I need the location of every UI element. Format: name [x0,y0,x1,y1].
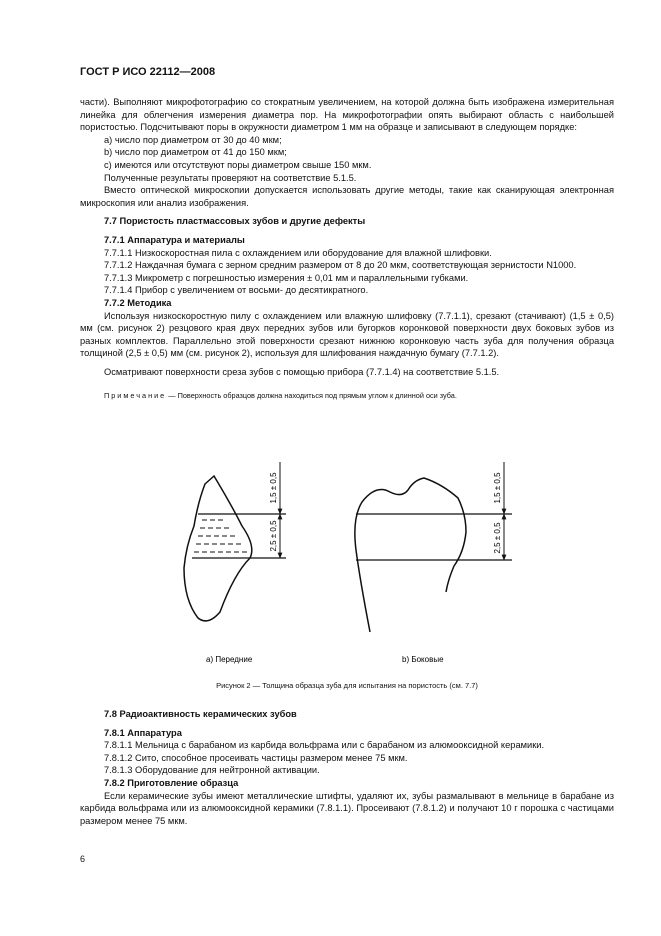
side-tooth-drawing [355,478,512,632]
list-item: с) имеются или отсутствуют поры диаметром свыше 150 мкм. [104,159,372,170]
document-header: ГОСТ Р ИСО 22112—2008 [80,66,216,78]
figure-caption: Рисунок 2 — Толщина образца зуба для испытания на пористость (см. 7.7) [216,681,478,690]
paragraph: Если керамические зубы имеют металлические штифты, удаляют их, зубы размалывают в мельнице в барабане из карбида вольфрама или из алюмооксидной керамики (7.8.1.1). Просеивают (7.8.1.2) и получают 10 г порошка с частицами размером менее 75 мкм. [80,790,614,826]
dimension-label-top-front: 1,5 ± 0,5 [269,472,278,504]
dimension-label-bottom-front: 2,5 ± 0,5 [269,520,278,552]
paragraph: 7.7.1.1 Низкоскоростная пила с охлаждением или оборудование для влажной шлифовки. [104,247,492,258]
figure-2-diagram [80,462,614,692]
subsection-heading: 7.8.2 Приготовление образца [104,777,239,788]
subfigure-label-front: а) Передние [206,655,253,664]
page-number: 6 [80,854,86,864]
text-block-lower [80,708,614,827]
paragraph: Полученные результаты проверяют на соответствие 5.1.5. [104,172,357,183]
text-block-upper [80,96,614,403]
subsection-heading: 7.7.1 Аппаратура и материалы [104,234,245,245]
dimension-label-top-side: 1,5 ± 0,5 [493,472,502,504]
list-item: а) число пор диаметром от 30 до 40 мкм; [104,134,282,145]
list-item: b) число пор диаметром от 41 до 150 мкм; [104,147,287,158]
section-heading: 7.7 Пористость пластмассовых зубов и другие дефекты [104,216,366,227]
dimension-label-bottom-side: 2,5 ± 0,5 [493,522,502,554]
paragraph: 7.8.1.1 Мельница с барабаном из карбида вольфрама или с барабаном из алюмооксидной керамики. [104,740,545,751]
paragraph: Вместо оптической микроскопии допускается использовать другие методы, такие как сканирующая электронная микроскопия или анализ изображения. [80,185,614,208]
note [80,390,614,403]
paragraph: 7.8.1.3 Оборудование для нейтронной активации. [104,765,320,776]
note-text: — Поверхность образцов должна находиться под прямым углом к длинной оси зуба. [166,391,457,401]
paragraph: 7.7.1.4 Прибор с увеличением от восьми- до десятикратного. [104,285,369,296]
paragraph: 7.8.1.2 Сито, способное просеивать частицы размером менее 75 мкм. [104,752,408,763]
paragraph: 7.7.1.3 Микрометр с погрешностью измерения ± 0,01 мм и параллельными губками. [104,272,469,283]
note-label: Примечание [104,391,167,401]
subsection-heading: 7.7.2 Методика [104,297,172,308]
paragraph: 7.7.1.2 Наждачная бумага с зерном средним размером от 8 до 20 мкм, соответствующая зернистости N1000. [104,260,577,271]
paragraph: части). Выполняют микрофотографию со стократным увеличением, на которой должна быть изображена измерительная линейка для облегчения измерения диаметра пор. На микрофотографии опять выбирают область с наибольшей пористостью. Подсчитывают поры в окружности диаметром 1 мм на образце и записывают в следующем порядке: [80,97,614,133]
subsection-heading: 7.8.1 Аппаратура [104,727,182,738]
subfigure-label-side: b) Боковые [402,655,444,664]
paragraph: Используя низкоскоростную пилу с охлаждением или влажную шлифовку (7.7.1.1), срезают (стачивают) (1,5 ± 0,5) мм (см. рисунок 2) резцового края двух передних зубов или бугорков коронковой поверхности двух боковых зубов из разных комплектов. Параллельно этой поверхности срезают нижнюю коронковую часть зуба для получения образца толщиной (2,5 ± 0,5) мм (см. рисунок 2), используя для шлифования наждачную бумагу (7.7.1.2). [80,310,614,359]
paragraph: Осматривают поверхности среза зубов с помощью прибора (7.7.1.4) на соответствие 5.1.5. [104,366,500,377]
section-heading: 7.8 Радиоактивность керамических зубов [104,709,297,719]
